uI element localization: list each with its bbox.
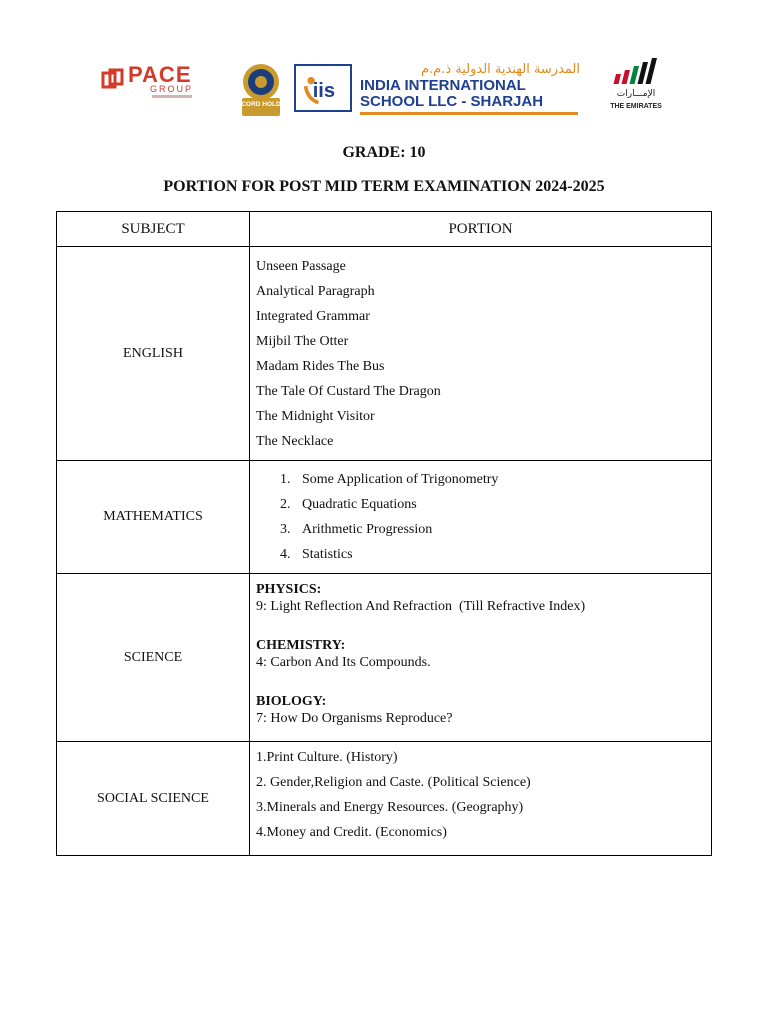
biology-chapter: 7: How Do Organisms Reproduce?	[256, 711, 453, 726]
list-item: Integrated Grammar	[256, 309, 370, 324]
table-row-science	[57, 574, 712, 742]
subject-english: ENGLISH	[57, 247, 250, 461]
list-item: Mijbil The Otter	[256, 334, 349, 349]
list-item: Analytical Paragraph	[256, 284, 375, 299]
chemistry-heading: CHEMISTRY:	[256, 638, 346, 653]
list-item	[280, 542, 711, 567]
subject-social-science: SOCIAL SCIENCE	[57, 742, 250, 856]
grade-title: GRADE: 10	[342, 144, 426, 161]
portion-mathematics	[250, 461, 712, 574]
school-name-line1: INDIA INTERNATIONAL	[360, 77, 526, 94]
list-text: Some Application of Trigonometry	[302, 472, 499, 487]
list-item: 2. Gender,Religion and Caste. (Political Science)	[256, 775, 531, 790]
school-name-line2: SCHOOL LLC - SHARJAH	[360, 93, 544, 110]
school-name-arabic: المدرسة الهندية الدولية ذ.م.م	[420, 62, 580, 77]
emirates-bars-icon	[610, 58, 662, 86]
header-portion: PORTION	[250, 212, 712, 247]
table-row-social-science	[57, 742, 712, 856]
guinness-label: RECORD HOLDER	[232, 101, 290, 108]
physics-chapter: 9: Light Reflection And Refraction (Till Refractive Index)	[256, 599, 586, 614]
subject-mathematics: MATHEMATICS	[57, 461, 250, 574]
list-item: The Tale Of Custard The Dragon	[256, 384, 441, 399]
portion-science	[250, 574, 712, 742]
list-number: 2.	[280, 497, 291, 512]
list-item: Madam Rides The Bus	[256, 359, 385, 374]
list-item: 3.Minerals and Energy Resources. (Geography)	[256, 800, 524, 815]
pace-group-logo	[102, 64, 222, 104]
chemistry-chapter: 4: Carbon And Its Compounds.	[256, 655, 431, 670]
pace-brand-text: PACE	[128, 62, 192, 87]
table-header-row	[57, 212, 712, 247]
school-name-underline	[360, 112, 578, 115]
school-name	[360, 62, 580, 114]
list-item: The Midnight Visitor	[256, 409, 375, 424]
the-emirates-logo	[604, 58, 668, 120]
pace-tagline-mark	[152, 95, 192, 98]
pace-sub-text: GROUP	[150, 84, 194, 94]
list-number: 1.	[280, 472, 291, 487]
pace-mark-icon	[102, 68, 126, 92]
list-text: Statistics	[302, 547, 353, 562]
portion-title: PORTION FOR POST MID TERM EXAMINATION 2024-2025	[163, 178, 605, 195]
list-item: 1.Print Culture. (History)	[256, 750, 398, 765]
table-row-mathematics	[57, 461, 712, 574]
list-number: 4.	[280, 547, 291, 562]
list-item: Unseen Passage	[256, 259, 346, 274]
logo-header	[96, 56, 676, 126]
list-item	[280, 492, 711, 517]
header-subject: SUBJECT	[57, 212, 250, 247]
list-item	[280, 467, 711, 492]
list-item: 4.Money and Credit. (Economics)	[256, 825, 447, 840]
emirates-english-text: THE EMIRATES	[610, 103, 662, 110]
list-item: The Necklace	[256, 434, 334, 449]
portion-social-science	[250, 742, 712, 856]
guinness-record-badge-icon	[232, 62, 290, 118]
table-row-english	[57, 247, 712, 461]
emirates-arabic-text: الإمـــارات	[616, 89, 656, 99]
list-text: Arithmetic Progression	[302, 522, 433, 537]
portion-english	[250, 247, 712, 461]
iis-emblem-icon	[294, 64, 352, 112]
list-item	[280, 517, 711, 542]
list-number: 3.	[280, 522, 291, 537]
portion-table	[56, 211, 712, 856]
biology-heading: BIOLOGY:	[256, 694, 327, 709]
svg-text:iis: iis	[312, 80, 336, 103]
physics-heading: PHYSICS:	[256, 582, 322, 597]
list-text: Quadratic Equations	[302, 497, 417, 512]
subject-science: SCIENCE	[57, 574, 250, 742]
